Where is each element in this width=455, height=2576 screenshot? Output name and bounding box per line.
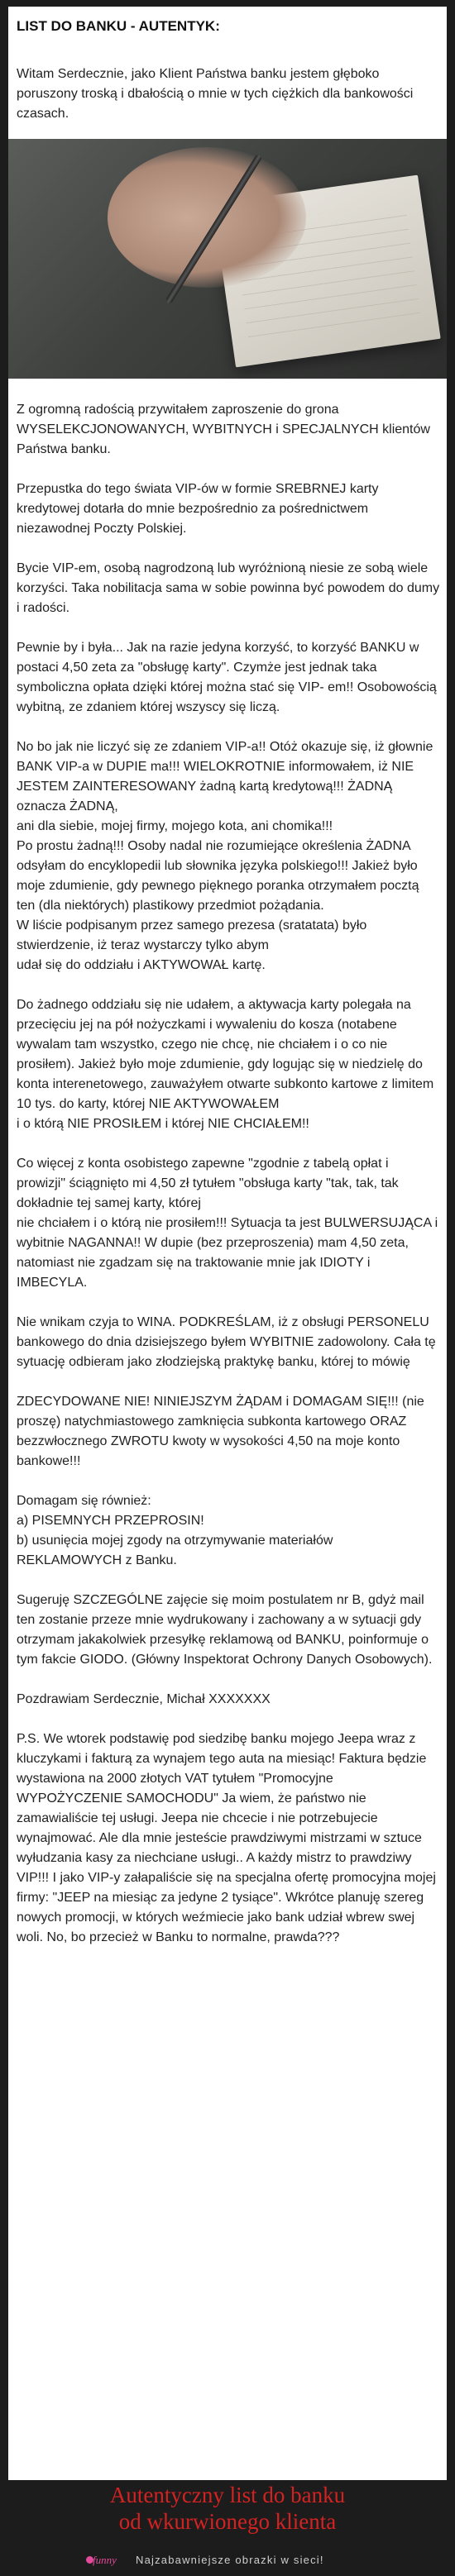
paragraph: Bycie VIP-em, osobą nagrodzoną lub wyróżnioną niesie ze sobą wiele korzyści. Taka nobilitacja sama w sobie powinna być powodem do dumy i radości.	[17, 561, 440, 615]
site-logo[interactable]: funny	[93, 2554, 117, 2566]
postscript: P.S. We wtorek podstawię pod siedzibę banku mojego Jeepa wraz z kluczykami i fakturą za wynajem tego auta na miesiąc! Faktura będzie wystawiona na 2000 złotych VAT tytułem "Promocyjne WYPOŻYCZENIE SAMOCHODU" Ja wiem, że państwo nie zamawialiście tej usługi. Jeepa nie chcecie i nie potrzebujecie wynajmować. Ale dla mnie jesteście prawdziwymi mistrzami w sztuce wyłudzania kasy za niechciane usługi.. A każdy mistrz to prawdziwy VIP!!! I jako VIP-y załapaliście się na specjalna ofertę promocyjna mojej firmy: "JEEP na miesiąc za jedyne 2 tysiące". Wkrótce planuję szereg nowych promocji, w których weźmiecie jako bank udział wbrew swej woli. No, bo przecież w Banku to normalne, prawda???	[17, 1732, 436, 1944]
image-caption: Autentyczny list do banku od wkurwionego klienta	[109, 2483, 346, 2534]
signature: Pozdrawiam Serdecznie, Michał XXXXXXX	[17, 1692, 271, 1706]
paragraph: Nie wnikam czyja to WINA. PODKREŚLAM, iż z obsługi PERSONELU bankowego do dnia dzisiejszego byłem WYBITNIE zadowolony. Cała tę sytuację odbieram jako złodziejską praktykę banku, której to mówię	[17, 1315, 436, 1369]
paragraph: Sugeruję SZCZEGÓLNE zajęcie się moim postulatem nr B, gdyż mail ten zostanie przeze mnie wydrukowany i zachowany a w sytuacji gdy otrzymam jakakolwiek przesyłkę reklamową od BANKU, poinformuje o tym fakcie GIODO. (Główny Inspektorat Ochrony Danych Osobowych).	[17, 1593, 433, 1667]
paragraph: Przepustka do tego świata VIP-ów w formie SREBRNEJ karty kredytowej dotarła do mnie bezpośrednio za pośrednictwem niezawodnej Poczty Polskiej.	[17, 482, 379, 536]
letter-intro: Witam Serdecznie, jako Klient Państwa banku jestem głęboko poruszony troską i dbałością o mnie w tych ciężkich dla bankowości czasach.	[17, 67, 414, 121]
paragraph: Z ogromną radością przywitałem zaproszenie do grona WYSELEKCJONOWANYCH, WYBITNYCH i SPECJALNYCH klientów Państwa banku.	[17, 403, 430, 456]
hand-writing-photo	[8, 139, 447, 379]
paragraph: No bo jak nie liczyć się ze zdaniem VIP-a!! Otóż okazuje się, iż głownie BANK VIP-a w DUPIE ma!!! WIELOKROTNIE informowałem, iż NIE JESTEM ZAINTERESOWANY żadną kartą kredytową!!! ŻADNĄ oznacza ŻADNĄ, ani dla siebie, mojej firmy, mojego kota, ani chomika!!! Po prostu żadną!!! Osoby nadal nie rozumiejące określenia ŻADNA odsyłam do encyklopedii lub słownika języka polskiego!!! Jakież było moje zdumienie, gdy pewnego pięknego poranka otrzymałem pocztą ten (dla niektórych) plastikowy przedmiot pożądania. W liście podpisanym przez samego prezesa (sratatata) było stwierdzenie, iż teraz wystarczy tylko abym udał się do oddziału i AKTYWOWAŁ kartę.	[17, 740, 433, 972]
letter-title: LIST DO BANKU - AUTENTYK:	[17, 18, 220, 34]
paragraph: ZDECYDOWANE NIE! NINIEJSZYM ŻĄDAM i DOMAGAM SIĘ!!! (nie proszę) natychmiastowego zamknięcia subkonta kartowego ORAZ bezzwłocznego ZWROTU kwoty w wysokości 4,50 na moje konto bankowe!!!	[17, 1395, 424, 1468]
writing-hand	[108, 147, 306, 288]
letter-page	[8, 7, 447, 2480]
paragraph: Domagam się również: a) PISEMNYCH PRZEPROSIN! b) usunięcia mojej zgody na otrzymywanie materiałów REKLAMOWYCH z Banku.	[17, 1494, 333, 1567]
paragraph: Co więcej z konta osobistego zapewne "zgodnie z tabelą opłat i prowizji" ściągnięto mi 4,50 zł tytułem "obsługa karty "tak, tak, tak dokładnie tej samej karty, której nie chciałem i o którą nie prosiłem!!! Sytuacja ta jest BULWERSUJĄCA i wybitnie NAGANNA!! W dupie (bez przeproszenia) mam 4,50 zeta, natomiast nie zgadzam się na traktowanie mnie jak IDIOTY i IMBECYLA.	[17, 1157, 438, 1290]
site-footer	[0, 2551, 455, 2571]
paragraph: Do żadnego oddziału się nie udałem, a aktywacja karty polegała na przecięciu jej na pół nożyczkami i wywaleniu do kosza (notabene wywalam tam wszystko, czego nie chcę, nie chciałem i o co nie prosiłem). Jakież było moje zdumienie, gdy logując się w niedzielę do konta interenetowego, zauważyłem otwarte subkonto kartowe z limitem 10 tys. do karty, której NIE AKTYWOWAŁEM i o którą NIE PROSIŁEM i której NIE CHCIAŁEM!!	[17, 998, 434, 1131]
site-tagline: Najzabawniejsze obrazki w sieci!	[136, 2554, 324, 2566]
paragraph: Pewnie by i była... Jak na razie jedyna korzyść, to korzyść BANKU w postaci 4,50 zeta za "obsługę karty". Czymże jest jednak taka symboliczna opłata dzięki której można stać się VIP- em!! Osobowością wybitną, ze zdaniem której wszyscy się liczą.	[17, 641, 437, 714]
letter-body	[17, 400, 440, 1968]
